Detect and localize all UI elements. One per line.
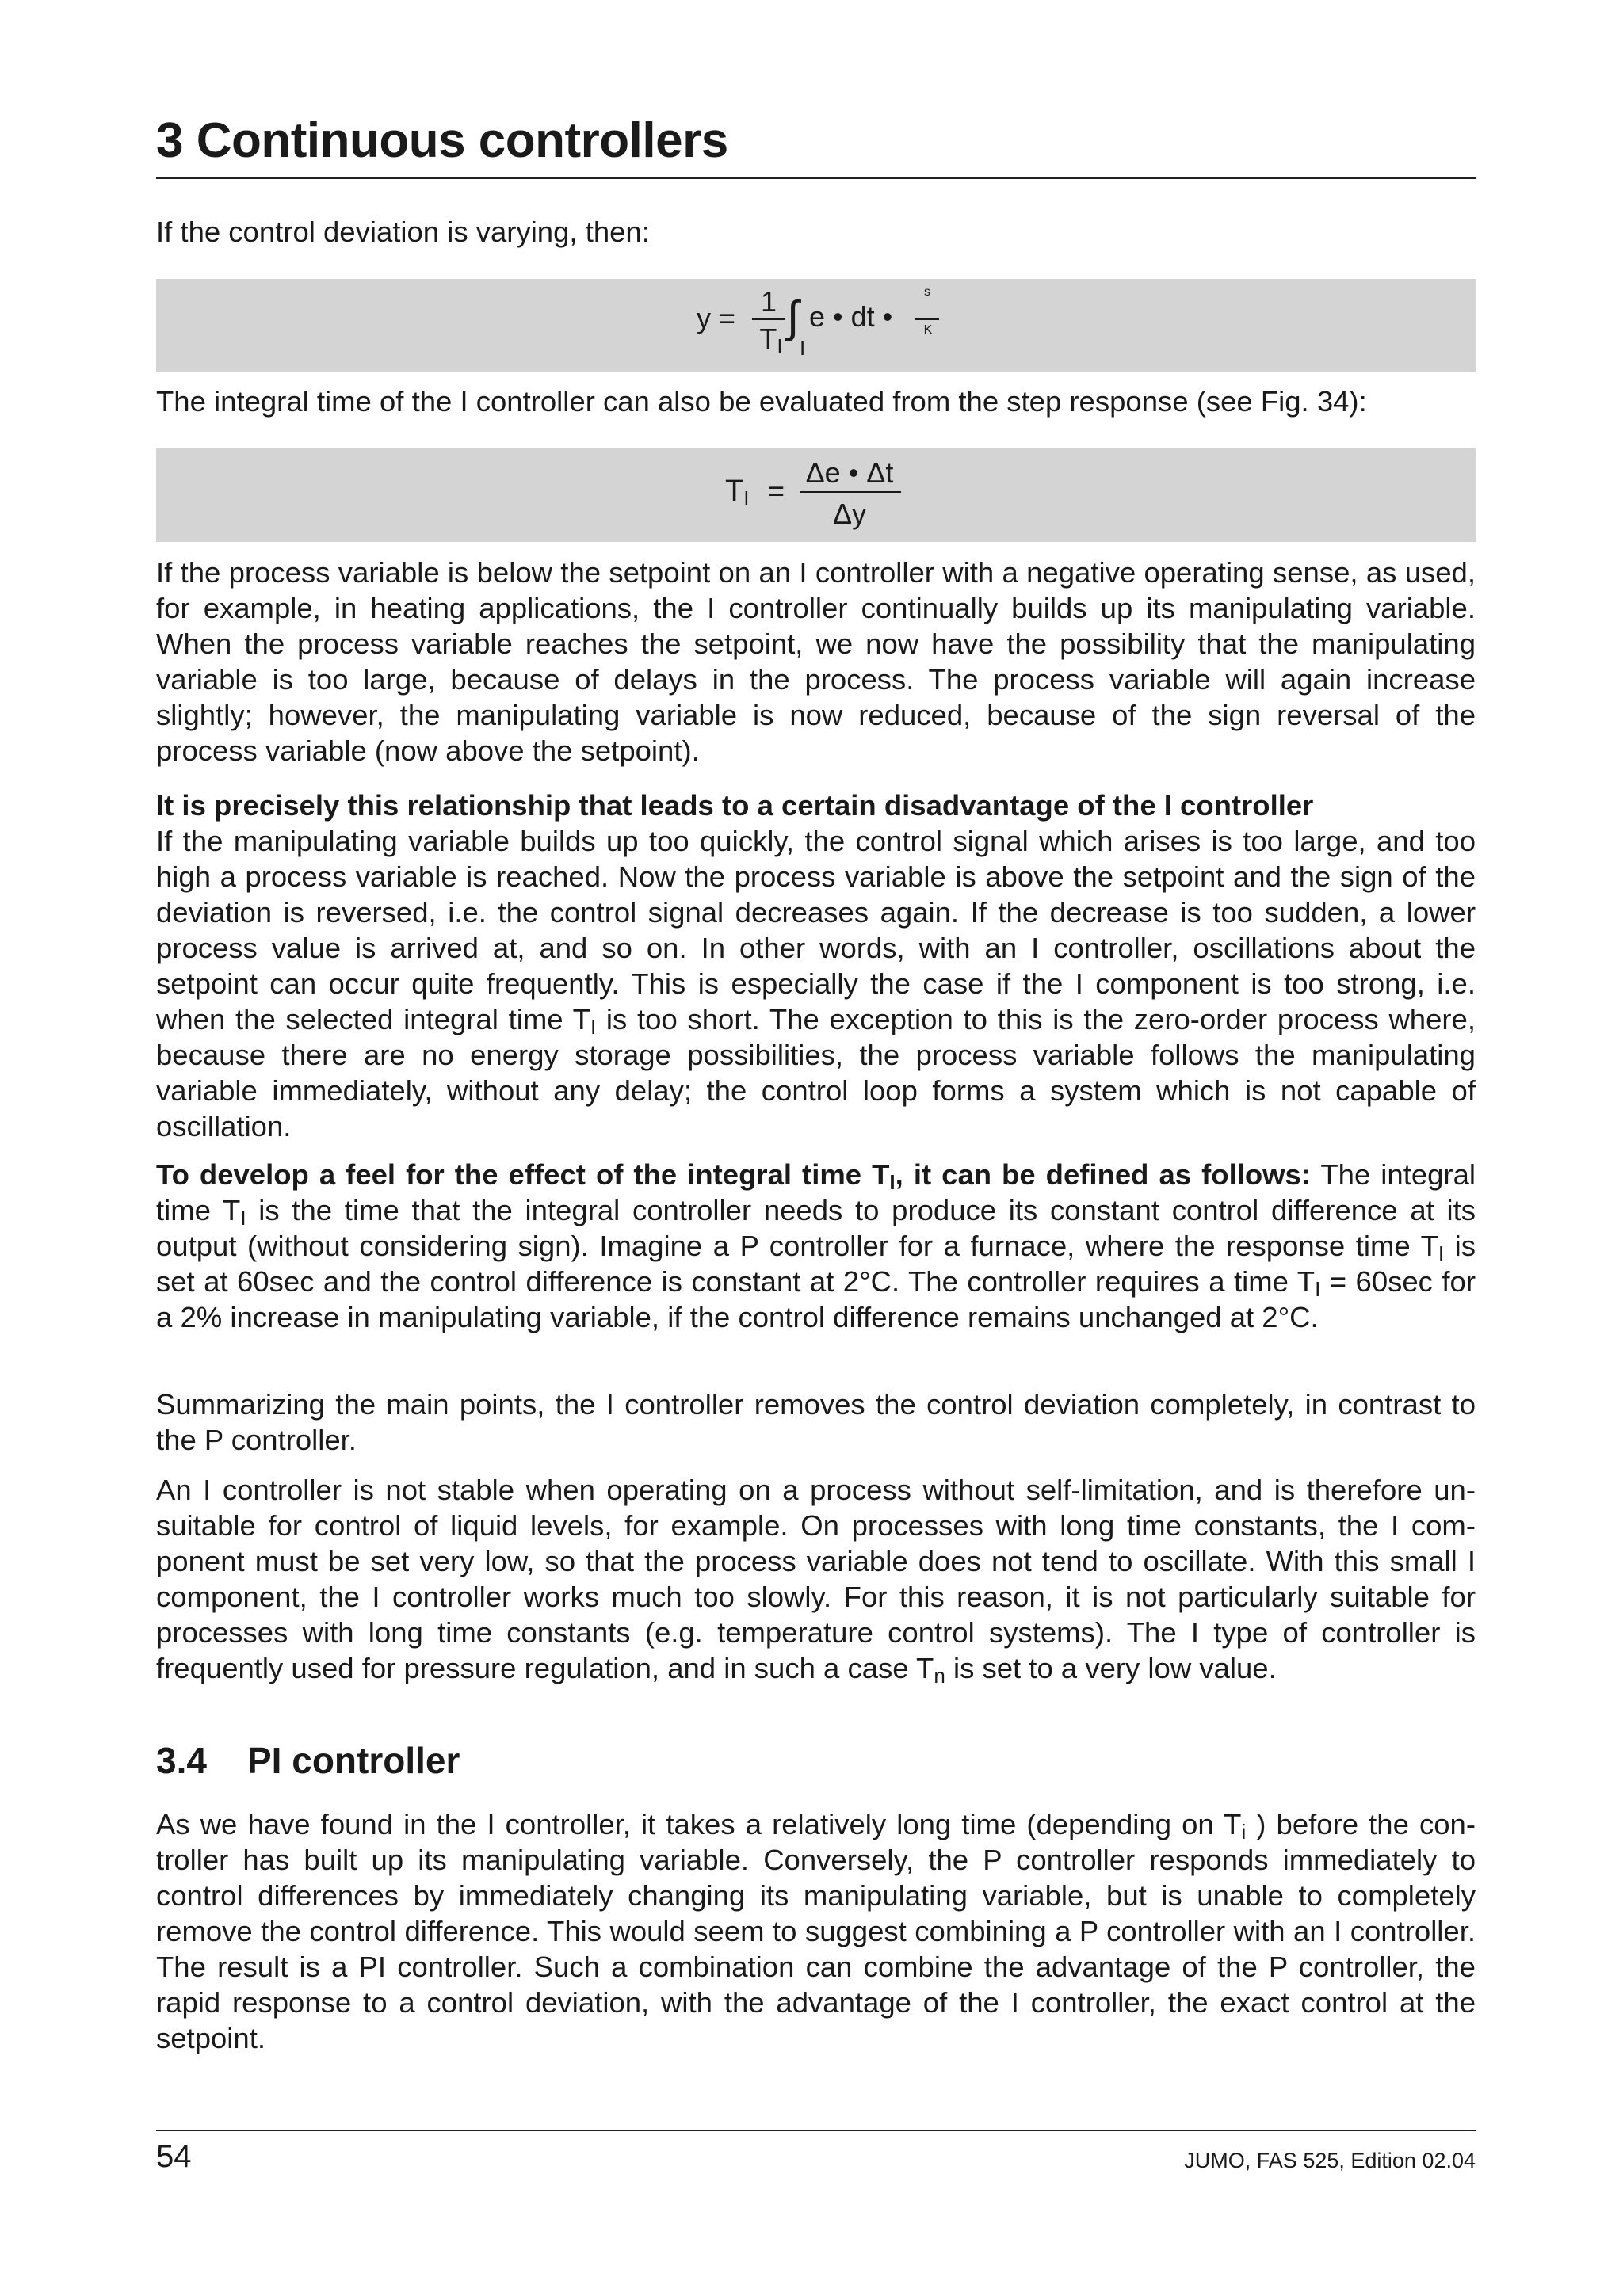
formula2-numerator: Δe • Δt [805,456,894,489]
paragraph-process-below: If the process variable is below the setpoint on an I controller with a negative operating sense, as used, for example, in heating applications, the I controller continually builds up its manipulating variable. When the process variable reaches the setpoint, we now have the possibility that the manipulating variable is too large, because of delays in the process. The process variable will again increase slightly; however, the manipulating variable is now reduced, because of the sign reversal of the process variable (now above the setpoint). [156,556,1476,767]
chapter-title: 3 Continuous controllers [156,113,728,168]
formula1-unit-den: K [923,323,933,337]
integral-subscript: I [800,336,806,360]
formula1-unit-num: s [924,285,930,299]
footer-rule [156,2130,1476,2131]
chapter-rule [156,177,1476,179]
formula1-coef-den: $T_I$ [759,322,783,358]
section-number: 3.4 [156,1740,207,1781]
formula-box-integral [156,279,1476,372]
formula-box-ti [156,448,1476,542]
section-heading [156,1739,460,1782]
formula1-coef-num: 1 [760,285,777,318]
formula2-equals: = [768,475,785,507]
paragraph-pi: As we have found in the I controller, it takes a relatively long time (depending on $T_i$ ) before the controller has built up its manipulating variable. Conversely, the P controller responds immediately to control differences by immediately changing its manipulating variable, but is unable to completely remove the control difference. This would seem to suggest combining a P controller with an I controller. The result is a PI controller. Such a combination can combine the advantage of the P controller, the rapid response to a control deviation, with the advantage of the I controller, the exact control at the setpoint. [156,1808,1476,2054]
disadvantage-text: If the manipulating variable builds up too quickly, the control signal which arises is too large, and too high a process variable is reached. Now the process variable is above the setpoint and the sign of the deviation is reversed, i.e. the control signal decreases again. If the decrease is too sudden, a lower process value is arrived at, and so on. In other words, with an I controller, oscillations about the setpoint can occur quite frequently. This is especially the case if the I component is too strong, i.e. when the selected integral time $T_I$ is too short. The exception to this is the zero-order process where, because there are no energy storage possibilities, the process variable follows the manipulating variable immediately, without any delay; the control loop forms a system which is not capable of oscillation. [156,825,1476,1142]
formula1-coef-bar [752,318,785,320]
paragraph-not-stable: An I controller is not stable when operating on a process without self-limitation, and is therefore unsuitable for control of liquid levels, for example. On processes with long time constants, the I component must be set very low, so that the process variable does not tend to oscillate. With this small I component, the I controller works much too slowly. For this reason, it is not particularly suitable for processes with long time constants (e.g. temperature control systems). The I type of controller is frequently used for pressure regulation, and in such a case $T_n$ is set to a very low value. [156,1474,1476,1688]
paragraph-feel: To develop a feel for the effect of the integral time $T_I$, it can be defined as follows: The integral time $T_I$ is the time that the integral controller needs to produce its constant control difference at its output (without considering sign). Imagine a P controller for a furnace, where the response time $T_I$ is set at 60sec and the control difference is constant at 2°C. The controller requires a time $T_I = 60\sec$ for a 2% increase in manipulating variable, if the control difference remains unchanged at 2°C. [156,1158,1476,1333]
integral-time-text: The integral time of the I controller can also be evaluated from the step response (see Fig. 34): [156,385,1367,418]
formula1-unit-bar [915,318,939,320]
paragraph-disadvantage [156,788,1476,1144]
section-title: PI controller [247,1740,460,1781]
intro-text: If the control deviation is varying, then: [156,215,650,248]
formula1-lhs: y = [697,302,736,334]
formula2-denominator: Δy [832,498,867,530]
formula2-bar [800,491,901,493]
formula1-body: e • dt • [809,300,893,333]
paragraph-summary: Summarizing the main points, the I controller removes the control deviation completely, in contrast to the P controller. [156,1388,1476,1456]
disadvantage-heading: It is precisely this relationship that leads to a certain disadvantage of the I controller [156,789,1314,822]
formula2-lhs: $T_I$ [725,475,750,510]
edition-label: JUMO, FAS 525, Edition 02.04 [1184,2149,1476,2172]
integral-sign: ∫ [787,292,800,341]
page-number: 54 [156,2139,192,2174]
